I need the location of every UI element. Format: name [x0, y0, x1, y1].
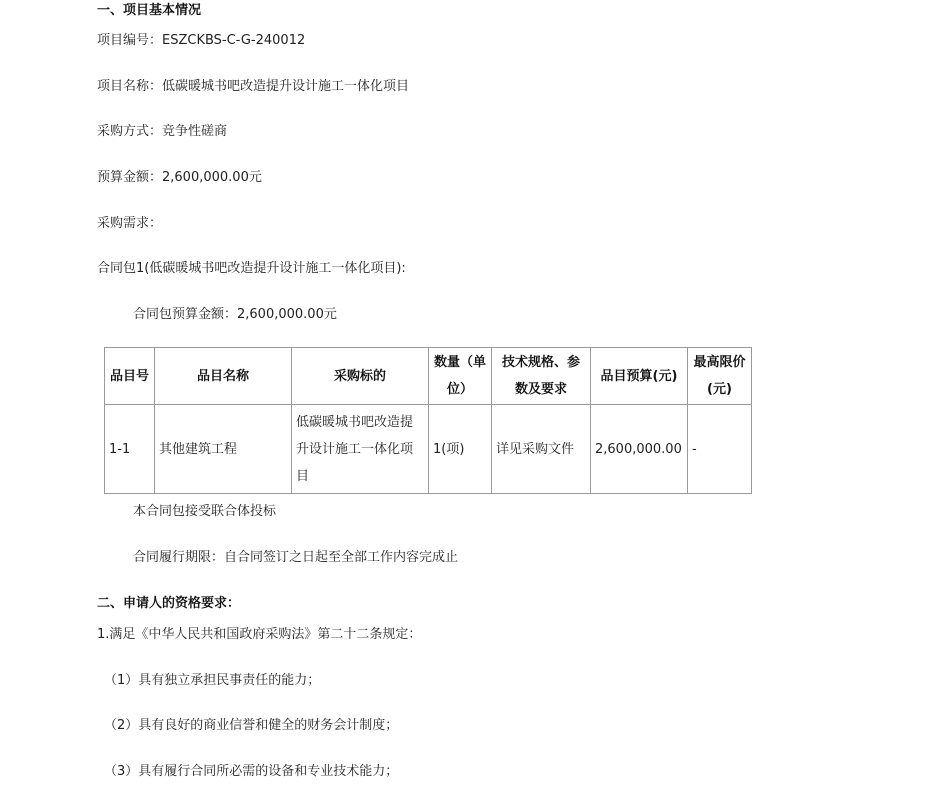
budget-amount: 预算金额：2,600,000.00元	[97, 170, 262, 185]
procurement-method: 采购方式：竞争性磋商	[97, 124, 228, 139]
table-row	[105, 405, 752, 494]
project-number: 项目编号：ESZCKBS-C-G-240012	[97, 33, 306, 48]
qualification-rule-1: 1.满足《中华人民共和国政府采购法》第二十二条规定：	[97, 627, 422, 642]
consortium-note: 本合同包接受联合体投标	[133, 504, 277, 519]
header-quantity: 数量（单位）	[429, 348, 492, 405]
header-subject: 采购标的	[292, 348, 429, 405]
contract-package-title: 合同包1(低碳暖城书吧改造提升设计施工一体化项目):	[97, 261, 406, 276]
section-2-title: 二、申请人的资格要求：	[97, 596, 241, 611]
section-1-title: 一、项目基本情况	[97, 3, 202, 18]
cell-subject: 低碳暖城书吧改造提升设计施工一体化项目	[292, 405, 429, 494]
cell-max-price: -	[688, 405, 752, 494]
qualification-item: （3）具有履行合同所必需的设备和专业技术能力；	[104, 764, 399, 779]
cell-item-name: 其他建筑工程	[155, 405, 292, 494]
procurement-requirements-label: 采购需求：	[97, 216, 163, 231]
cell-item-no: 1-1	[105, 405, 155, 494]
project-name: 项目名称：低碳暖城书吧改造提升设计施工一体化项目	[97, 79, 410, 94]
table-header-row	[105, 348, 752, 405]
package-budget: 合同包预算金额：2,600,000.00元	[133, 307, 337, 322]
qualification-item: （1）具有独立承担民事责任的能力；	[104, 673, 321, 688]
header-max-price: 最高限价(元)	[688, 348, 752, 405]
cell-tech-specs: 详见采购文件	[492, 405, 591, 494]
performance-period: 合同履行期限：自合同签订之日起至全部工作内容完成止	[133, 550, 459, 565]
cell-quantity: 1(项)	[429, 405, 492, 494]
header-tech-specs: 技术规格、参数及要求	[492, 348, 591, 405]
cell-item-budget: 2,600,000.00	[591, 405, 688, 494]
qualification-item: （2）具有良好的商业信誉和健全的财务会计制度；	[104, 718, 399, 733]
header-item-no: 品目号	[105, 348, 155, 405]
procurement-items-table	[104, 347, 752, 494]
header-item-budget: 品目预算(元)	[591, 348, 688, 405]
header-item-name: 品目名称	[155, 348, 292, 405]
